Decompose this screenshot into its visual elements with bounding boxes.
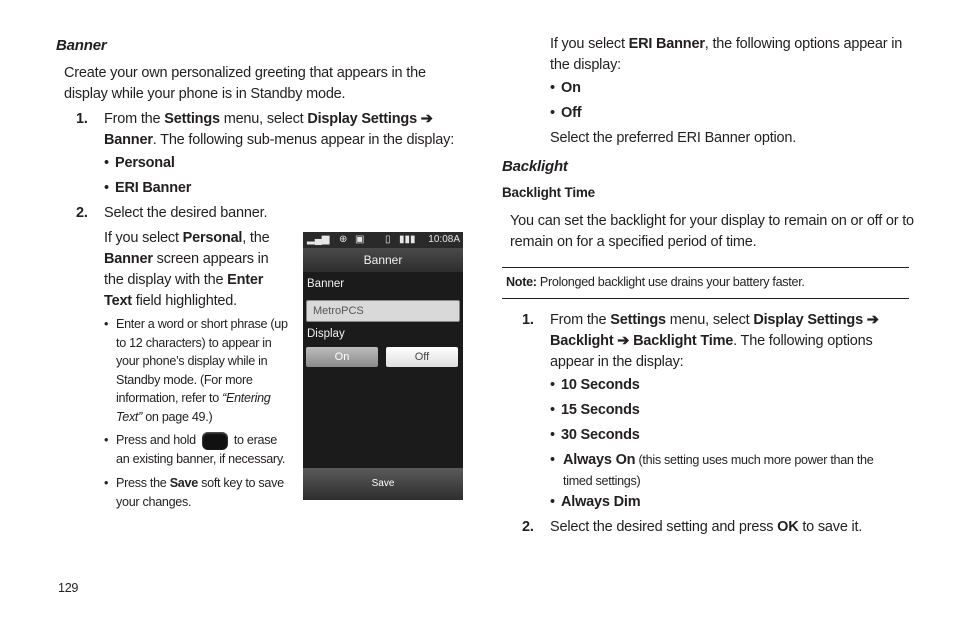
location-icon: ⊕: [339, 234, 348, 245]
on-button[interactable]: On: [306, 347, 378, 367]
note: Note: Prolonged backlight use drains your battery faster.: [506, 275, 805, 289]
banner-intro: Create your own personalized greeting that appears in the display while your phone is in Standby mode.: [64, 65, 426, 102]
banner-step-2: Select the desired banner.: [104, 205, 268, 221]
page-number: 129: [58, 581, 79, 595]
signal-icon: ▂▄▆: [307, 234, 330, 245]
banner-text-field[interactable]: MetroPCS: [306, 300, 460, 322]
tip-bullet-enter-text: • Enter a word or short phrase (up to 12 characters) to appear in your phone’s display while in Standby mode. (For more information, refer to “Entering Text” on page 49.): [104, 317, 288, 424]
list-item: • Personal: [104, 153, 175, 174]
vibrate-icon: ▯: [385, 234, 391, 245]
list-item: • Off: [550, 103, 581, 124]
status-bar: [303, 232, 463, 248]
banner-step-1: From the Settings menu, select Display Settings ➔ Banner. The following sub-menus appear in the display:: [104, 111, 455, 148]
note-bottom-rule: [502, 298, 909, 299]
section-heading-banner: Banner: [56, 37, 107, 54]
backlight-step-1: From the Settings menu, select Display Settings ➔ Backlight ➔ Backlight Time. The following options appear in the display:: [550, 312, 879, 370]
eri-select-text: Select the preferred ERI Banner option.: [550, 130, 797, 146]
tip-bullet-save: • Press the Save soft key to save your changes.: [104, 476, 284, 509]
battery-icon: ▮▮▮: [399, 234, 416, 245]
subheading-backlight-time: Backlight Time: [502, 185, 595, 200]
eri-paragraph: If you select ERI Banner, the following options appear in the display:: [550, 36, 903, 73]
clear-key-icon: [202, 432, 228, 450]
step-number: 2.: [76, 205, 88, 221]
backlight-intro: You can set the backlight for your display to remain on or off or to remain on for a specified period of time.: [510, 213, 914, 250]
backlight-step-2: Select the desired setting and press OK to save it.: [550, 519, 863, 535]
list-item: • On: [550, 78, 581, 99]
list-item: • 30 Seconds: [550, 425, 640, 446]
personal-paragraph: If you select Personal, the Banner screen appears in the display with the Enter Text field highlighted.: [104, 230, 270, 309]
section-heading-backlight: Backlight: [502, 158, 568, 175]
status-time: 10:08A: [428, 234, 460, 245]
list-item-always-on: • Always On (this setting uses much more power than the timed settings): [550, 452, 874, 488]
step-number: 1.: [522, 312, 534, 328]
off-button[interactable]: Off: [386, 347, 458, 367]
tip-bullet-erase: • Press and hold to erase an existing banner, if necessary.: [104, 433, 286, 466]
banner-label: Banner: [307, 278, 345, 290]
save-softkey[interactable]: Save: [303, 468, 463, 500]
list-item: • Always Dim: [550, 492, 640, 513]
list-item: • 10 Seconds: [550, 375, 640, 396]
step-number: 2.: [522, 519, 534, 535]
phone-screenshot: [303, 232, 463, 500]
display-label: Display: [307, 328, 345, 340]
message-icon: ▣: [355, 234, 365, 245]
list-item: • ERI Banner: [104, 178, 191, 199]
step-number: 1.: [76, 111, 88, 127]
list-item: • 15 Seconds: [550, 400, 640, 421]
note-top-rule: [502, 267, 909, 268]
screen-title: Banner: [303, 248, 463, 272]
